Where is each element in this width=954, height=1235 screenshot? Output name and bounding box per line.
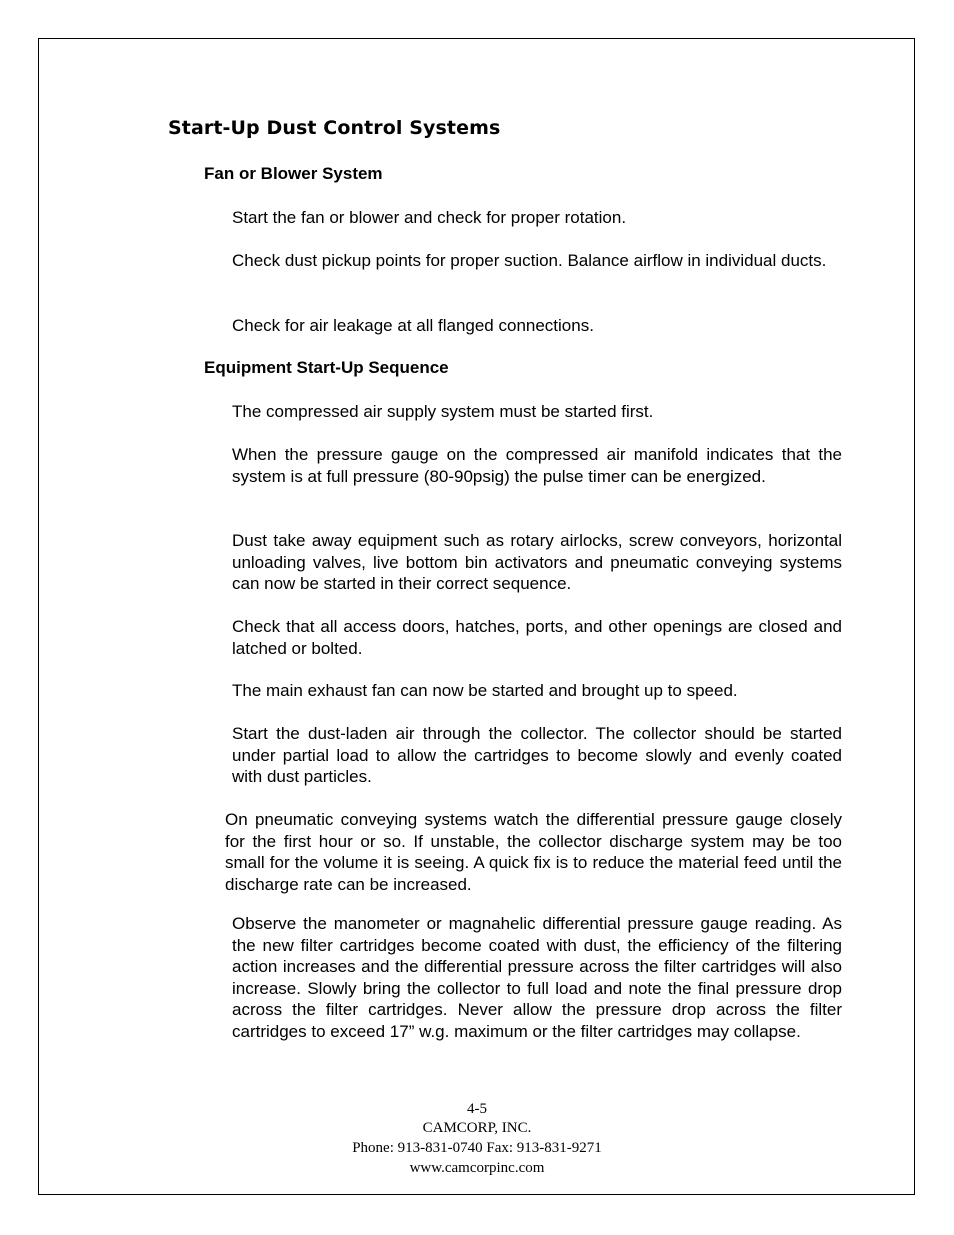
page-number: 4-5 [467,1101,487,1117]
paragraph: Start the fan or blower and check for proper rotation. [232,208,627,227]
paragraph: The main exhaust fan can now be started and brought up to speed. [232,681,738,700]
paragraph: Observe the manometer or magnahelic differential pressure gauge reading. As the new filter cartridges become coated with dust, the efficiency of the filtering action increases and the differential pressure across the filter cartridges will also increase. Slowly bring the collector to full load and note the final pressure drop across the filter cartridges. Never allow the pressure drop across the filter cartridges to exceed 17” w.g. maximum or the filter cartridges may collapse. [232,914,842,1041]
section-heading-fan-blower: Fan or Blower System [204,164,383,183]
company-name: CAMCORP, INC. [422,1120,532,1136]
paragraph: Check dust pickup points for proper suction. Balance airflow in individual ducts. [232,251,827,270]
paragraph: On pneumatic conveying systems watch the differential pressure gauge closely for the first hour or so. If unstable, the collector discharge system may be too small for the volume it is seeing. A quick fix is to reduce the material feed until the discharge rate can be increased. [225,810,842,894]
website-text: www.camcorpinc.com [409,1160,545,1176]
contact-info: Phone: 913-831-0740 Fax: 913-831-9271 [352,1140,602,1156]
paragraph: Dust take away equipment such as rotary airlocks, screw conveyors, horizontal unloading valves, live bottom bin activators and pneumatic conveying systems can now be started in their correct sequence. [232,531,842,594]
page-title: Start-Up Dust Control Systems [168,117,501,139]
paragraph: When the pressure gauge on the compressed air manifold indicates that the system is at full pressure (80-90psig) the pulse timer can be energized. [232,445,842,486]
section-heading-startup-sequence: Equipment Start-Up Sequence [204,358,449,377]
paragraph: The compressed air supply system must be started first. [232,402,654,421]
paragraph: Check for air leakage at all flanged connections. [232,316,594,335]
paragraph: Start the dust-laden air through the collector. The collector should be started under partial load to allow the cartridges to become slowly and evenly coated with dust particles. [232,724,842,787]
paragraph: Check that all access doors, hatches, ports, and other openings are closed and latched or bolted. [232,617,842,658]
